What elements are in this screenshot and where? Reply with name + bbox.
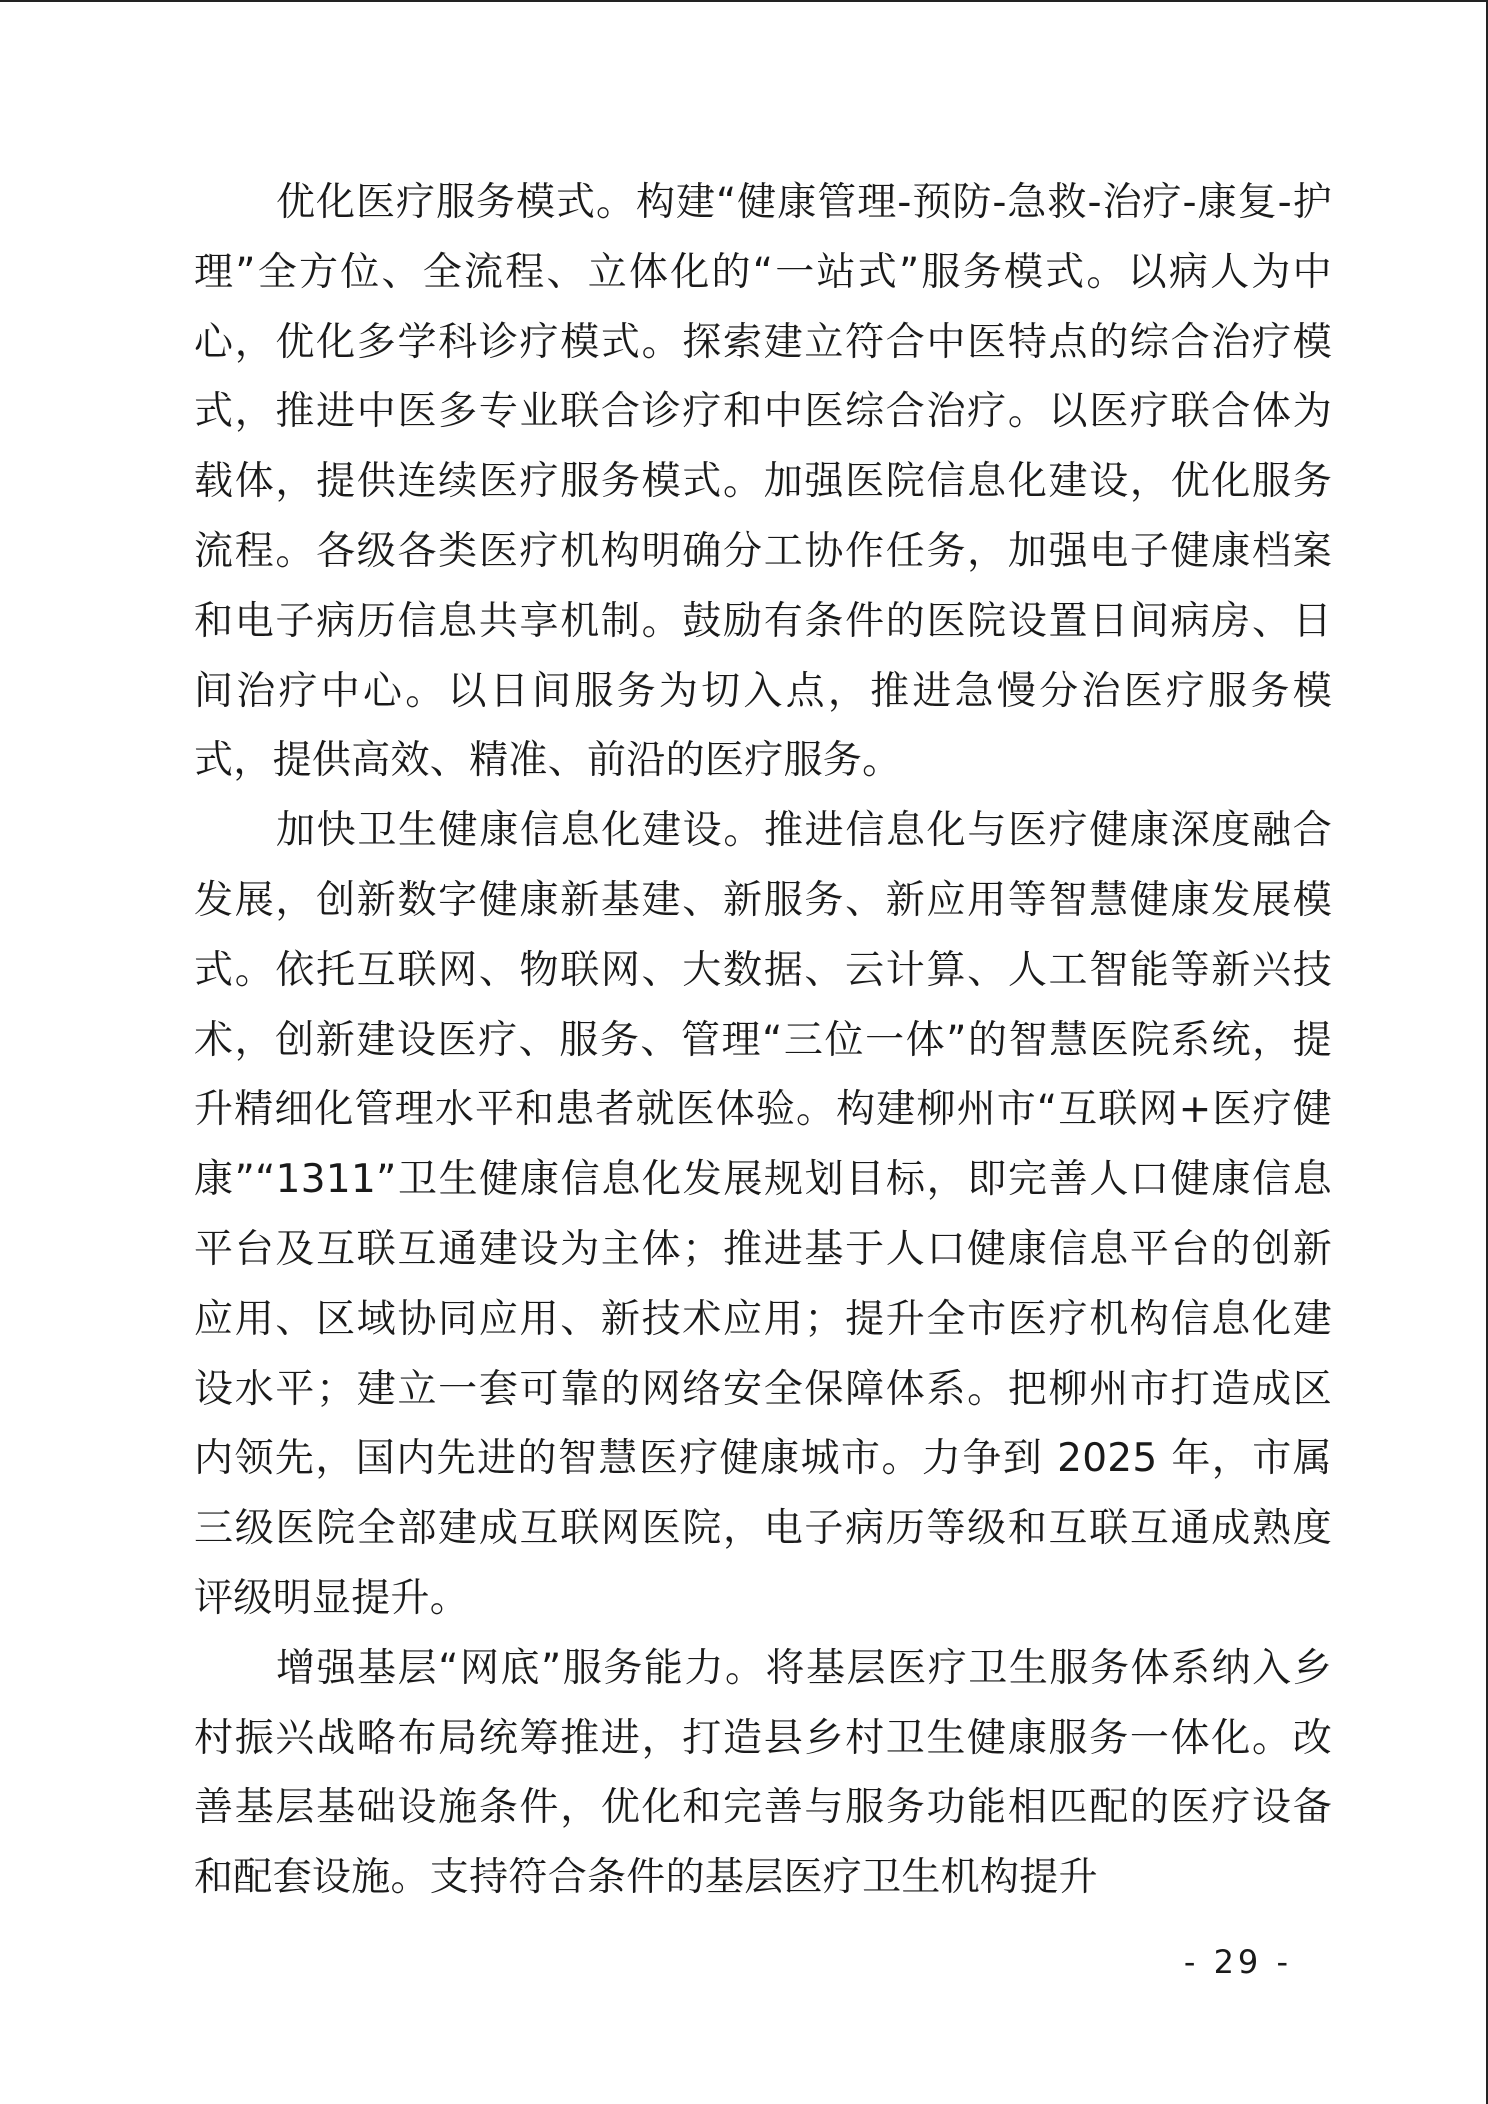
paragraph-medical-service-model: 优化医疗服务模式。构建“健康管理-预防-急救-治疗-康复-护理”全方位、全流程、立体化的“一站式”服务模式。以病人为中心，优化多学科诊疗模式。探索建立符合中医特点的综合治疗模式，推进中医多专业联合诊疗和中医综合治疗。以医疗联合体为载体，提供连续医疗服务模式。加强医院信息化建设，优化服务流程。各级各类医疗机构明确分工协作任务，加强电子健康档案和电子病历信息共享机制。鼓励有条件的医院设置日间病房、日间治疗中心。以日间服务为切入点，推进急慢分治医疗服务模式，提供高效、精准、前沿的医疗服务。 xyxy=(194,180,1332,784)
document-body xyxy=(194,168,1332,1913)
page-number: - 29 - xyxy=(1183,1943,1292,1981)
page-border-top xyxy=(0,0,1488,2)
paragraph-health-informatization: 加快卫生健康信息化建设。推进信息化与医疗健康深度融合发展，创新数字健康新基建、新服务、新应用等智慧健康发展模式。依托互联网、物联网、大数据、云计算、人工智能等新兴技术，创新建设医疗、服务、管理“三位一体”的智慧医院系统，提升精细化管理水平和患者就医体验。构建柳州市“互联网+医疗健康”“1311”卫生健康信息化发展规划目标，即完善人口健康信息平台及互联互通建设为主体；推进基于人口健康信息平台的创新应用、区域协同应用、新技术应用；提升全市医疗机构信息化建设水平；建立一套可靠的网络安全保障体系。把柳州市打造成区内领先，国内先进的智慧医疗健康城市。力争到 2025 年，市属三级医院全部建成互联网医院，电子病历等级和互联互通成熟度评级明显提升。 xyxy=(194,808,1332,1621)
paragraph-grassroots-service: 增强基层“网底”服务能力。将基层医疗卫生服务体系纳入乡村振兴战略布局统筹推进，打造县乡村卫生健康服务一体化。改善基层基础设施条件，优化和完善与服务功能相匹配的医疗设备和配套设施。支持符合条件的基层医疗卫生机构提升 xyxy=(194,1645,1332,1901)
